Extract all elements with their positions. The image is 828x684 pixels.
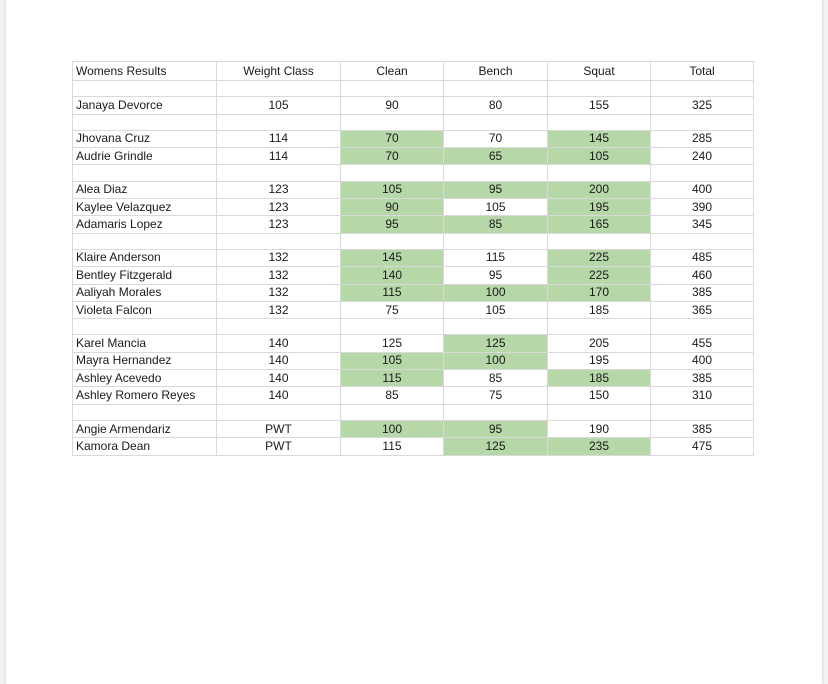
spacer-row — [73, 81, 754, 97]
table-row — [73, 301, 754, 318]
table-row — [73, 249, 754, 266]
cell-total: 400 — [651, 181, 754, 198]
cell-total: 240 — [651, 148, 754, 165]
cell-weight-class: 132 — [217, 249, 341, 266]
cell-name: Ashley Acevedo — [73, 370, 217, 387]
cell-name: Janaya Devorce — [73, 97, 217, 114]
table-row — [73, 335, 754, 352]
spacer-cell — [651, 233, 754, 249]
spacer-cell — [341, 404, 444, 420]
cell-name: Aaliyah Morales — [73, 284, 217, 301]
cell-squat: 145 — [548, 130, 651, 147]
cell-bench: 95 — [444, 181, 548, 198]
cell-squat: 185 — [548, 301, 651, 318]
cell-clean: 70 — [341, 130, 444, 147]
cell-clean: 90 — [341, 198, 444, 215]
cell-clean: 125 — [341, 335, 444, 352]
cell-name: Ashley Romero Reyes — [73, 387, 217, 404]
cell-weight-class: PWT — [217, 438, 341, 455]
cell-total: 325 — [651, 97, 754, 114]
cell-name: Kaylee Velazquez — [73, 198, 217, 215]
cell-squat: 195 — [548, 198, 651, 215]
spacer-cell — [548, 114, 651, 130]
spacer-cell — [651, 404, 754, 420]
results-table-body — [73, 62, 754, 456]
spacer-cell — [217, 81, 341, 97]
cell-name: Karel Mancia — [73, 335, 217, 352]
cell-total: 400 — [651, 352, 754, 369]
cell-bench: 105 — [444, 198, 548, 215]
spacer-cell — [444, 165, 548, 181]
cell-name: Alea Diaz — [73, 181, 217, 198]
spacer-cell — [444, 81, 548, 97]
cell-name: Angie Armendariz — [73, 420, 217, 437]
document-page — [6, 0, 822, 684]
cell-weight-class: 132 — [217, 301, 341, 318]
cell-squat: 225 — [548, 249, 651, 266]
spacer-cell — [217, 165, 341, 181]
table-row — [73, 267, 754, 284]
cell-name: Mayra Hernandez — [73, 352, 217, 369]
spacer-cell — [548, 165, 651, 181]
spacer-row — [73, 114, 754, 130]
spacer-cell — [73, 233, 217, 249]
cell-weight-class: 140 — [217, 387, 341, 404]
spacer-cell — [548, 319, 651, 335]
header-weight-class: Weight Class — [217, 62, 341, 81]
cell-total: 460 — [651, 267, 754, 284]
header-clean: Clean — [341, 62, 444, 81]
header-name: Womens Results — [73, 62, 217, 81]
cell-weight-class: 132 — [217, 267, 341, 284]
cell-bench: 70 — [444, 130, 548, 147]
cell-total: 365 — [651, 301, 754, 318]
cell-clean: 115 — [341, 370, 444, 387]
cell-name: Klaire Anderson — [73, 249, 217, 266]
cell-weight-class: 105 — [217, 97, 341, 114]
spacer-row — [73, 404, 754, 420]
cell-squat: 190 — [548, 420, 651, 437]
cell-name: Adamaris Lopez — [73, 216, 217, 233]
cell-weight-class: 140 — [217, 352, 341, 369]
spacer-cell — [73, 81, 217, 97]
header-bench: Bench — [444, 62, 548, 81]
spacer-cell — [217, 233, 341, 249]
cell-weight-class: PWT — [217, 420, 341, 437]
spacer-cell — [341, 233, 444, 249]
cell-name: Bentley Fitzgerald — [73, 267, 217, 284]
cell-weight-class: 114 — [217, 130, 341, 147]
cell-total: 385 — [651, 370, 754, 387]
cell-weight-class: 123 — [217, 181, 341, 198]
spacer-cell — [217, 319, 341, 335]
cell-name: Kamora Dean — [73, 438, 217, 455]
cell-clean: 145 — [341, 249, 444, 266]
cell-bench: 105 — [444, 301, 548, 318]
cell-squat: 165 — [548, 216, 651, 233]
cell-weight-class: 114 — [217, 148, 341, 165]
cell-clean: 115 — [341, 438, 444, 455]
cell-weight-class: 123 — [217, 216, 341, 233]
cell-clean: 105 — [341, 181, 444, 198]
table-row — [73, 130, 754, 147]
cell-name: Violeta Falcon — [73, 301, 217, 318]
cell-total: 345 — [651, 216, 754, 233]
spacer-cell — [73, 404, 217, 420]
cell-clean: 75 — [341, 301, 444, 318]
cell-bench: 80 — [444, 97, 548, 114]
cell-weight-class: 140 — [217, 335, 341, 352]
cell-squat: 150 — [548, 387, 651, 404]
table-row — [73, 97, 754, 114]
table-row — [73, 181, 754, 198]
cell-bench: 95 — [444, 420, 548, 437]
spacer-cell — [444, 404, 548, 420]
cell-total: 390 — [651, 198, 754, 215]
cell-clean: 90 — [341, 97, 444, 114]
cell-clean: 105 — [341, 352, 444, 369]
cell-bench: 125 — [444, 438, 548, 455]
spacer-cell — [341, 165, 444, 181]
spacer-cell — [444, 114, 548, 130]
spacer-cell — [217, 114, 341, 130]
cell-weight-class: 140 — [217, 370, 341, 387]
spacer-cell — [73, 165, 217, 181]
cell-weight-class: 132 — [217, 284, 341, 301]
results-table — [72, 61, 754, 456]
table-row — [73, 216, 754, 233]
cell-total: 285 — [651, 130, 754, 147]
spacer-cell — [73, 114, 217, 130]
spacer-cell — [341, 114, 444, 130]
spacer-row — [73, 319, 754, 335]
cell-total: 385 — [651, 420, 754, 437]
table-row — [73, 387, 754, 404]
spacer-row — [73, 233, 754, 249]
table-row — [73, 438, 754, 455]
cell-bench: 85 — [444, 370, 548, 387]
spacer-cell — [548, 404, 651, 420]
cell-bench: 115 — [444, 249, 548, 266]
table-row — [73, 352, 754, 369]
spacer-cell — [217, 404, 341, 420]
header-row — [73, 62, 754, 81]
cell-total: 310 — [651, 387, 754, 404]
table-row — [73, 148, 754, 165]
cell-squat: 105 — [548, 148, 651, 165]
cell-total: 485 — [651, 249, 754, 266]
spacer-cell — [341, 81, 444, 97]
spacer-cell — [651, 165, 754, 181]
cell-name: Audrie Grindle — [73, 148, 217, 165]
cell-squat: 185 — [548, 370, 651, 387]
cell-total: 455 — [651, 335, 754, 352]
spacer-cell — [341, 319, 444, 335]
cell-clean: 115 — [341, 284, 444, 301]
table-row — [73, 198, 754, 215]
header-squat: Squat — [548, 62, 651, 81]
cell-weight-class: 123 — [217, 198, 341, 215]
cell-squat: 200 — [548, 181, 651, 198]
spacer-cell — [548, 233, 651, 249]
cell-bench: 95 — [444, 267, 548, 284]
cell-squat: 155 — [548, 97, 651, 114]
cell-bench: 100 — [444, 352, 548, 369]
spacer-cell — [548, 81, 651, 97]
cell-clean: 100 — [341, 420, 444, 437]
cell-squat: 225 — [548, 267, 651, 284]
spacer-cell — [73, 319, 217, 335]
cell-clean: 140 — [341, 267, 444, 284]
cell-clean: 85 — [341, 387, 444, 404]
cell-bench: 65 — [444, 148, 548, 165]
cell-bench: 125 — [444, 335, 548, 352]
cell-clean: 70 — [341, 148, 444, 165]
spacer-row — [73, 165, 754, 181]
spacer-cell — [444, 233, 548, 249]
table-row — [73, 284, 754, 301]
cell-clean: 95 — [341, 216, 444, 233]
cell-squat: 195 — [548, 352, 651, 369]
spacer-cell — [651, 81, 754, 97]
cell-squat: 205 — [548, 335, 651, 352]
cell-bench: 100 — [444, 284, 548, 301]
spacer-cell — [651, 114, 754, 130]
cell-bench: 85 — [444, 216, 548, 233]
cell-squat: 235 — [548, 438, 651, 455]
cell-bench: 75 — [444, 387, 548, 404]
cell-squat: 170 — [548, 284, 651, 301]
cell-name: Jhovana Cruz — [73, 130, 217, 147]
table-row — [73, 370, 754, 387]
header-total: Total — [651, 62, 754, 81]
spacer-cell — [444, 319, 548, 335]
table-row — [73, 420, 754, 437]
cell-total: 475 — [651, 438, 754, 455]
spacer-cell — [651, 319, 754, 335]
cell-total: 385 — [651, 284, 754, 301]
